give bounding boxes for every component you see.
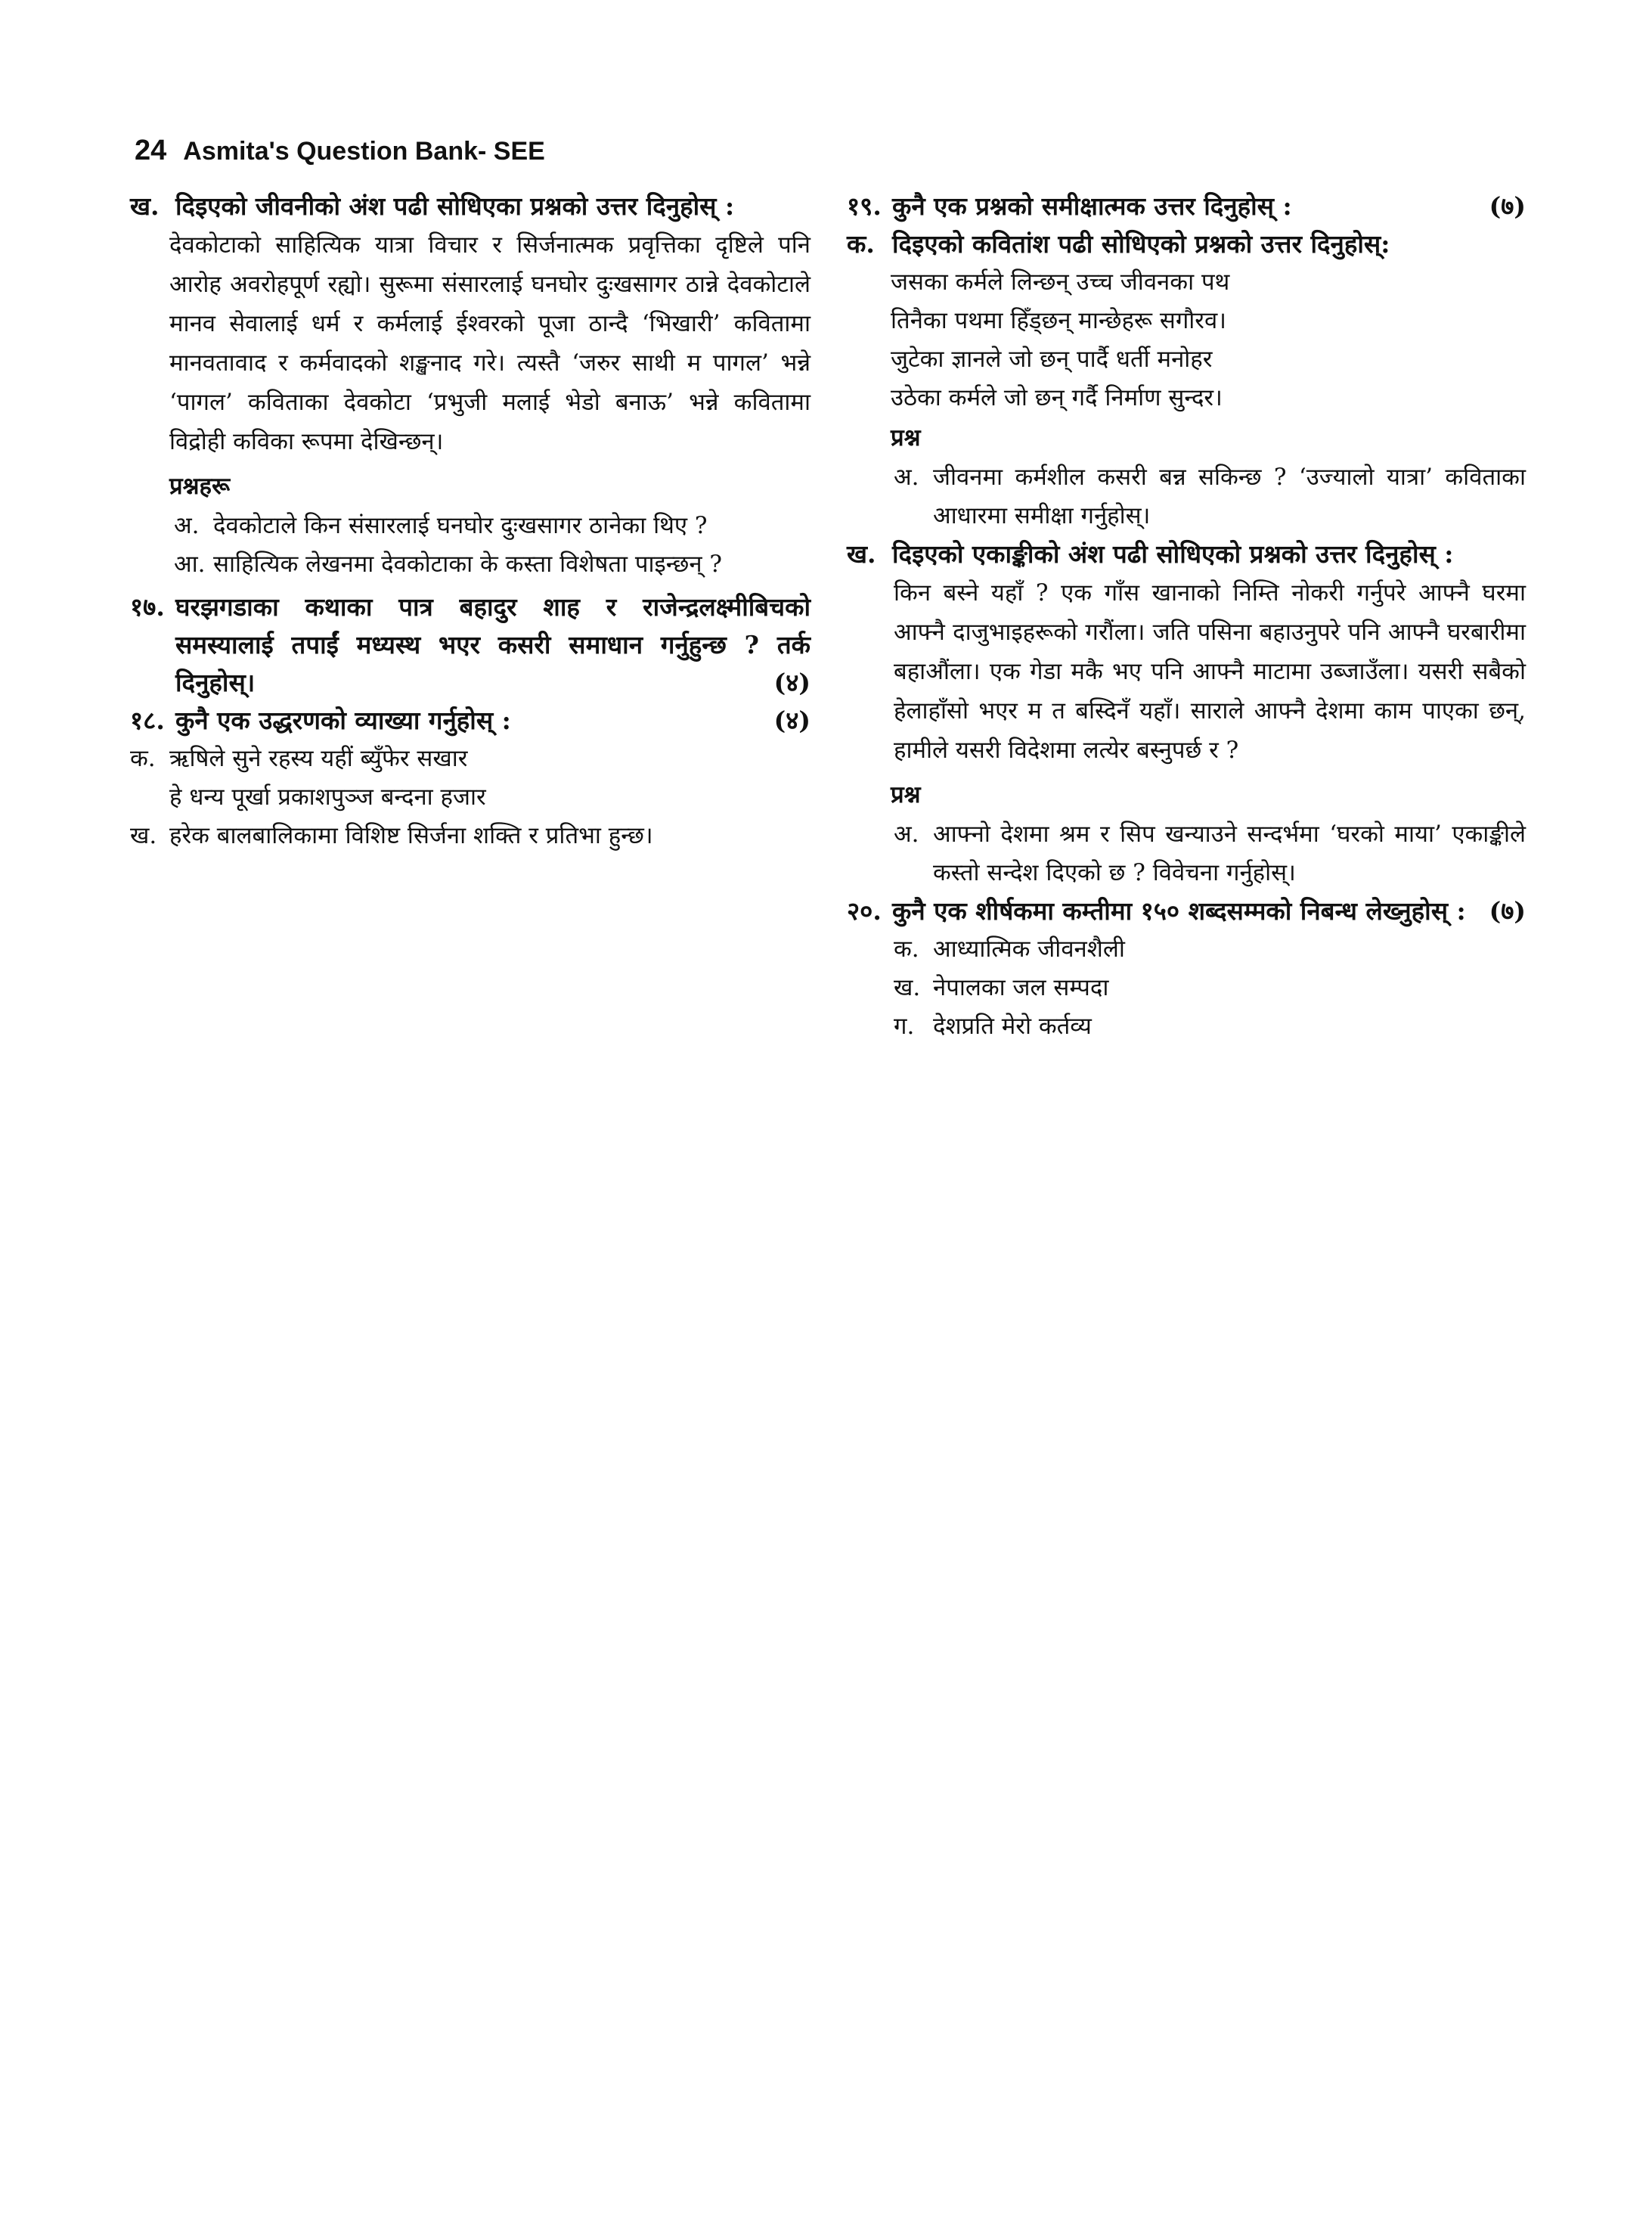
item-text: आध्यात्मिक जीवनशैली	[933, 935, 1125, 963]
question-kha-heading	[130, 188, 811, 225]
question-number: १८.	[130, 706, 165, 735]
item-text: ऋषिले सुने रहस्य यहीं ब्युँफेर सखार	[169, 745, 468, 772]
question-title: कुनै एक शीर्षकमा कम्तीमा १५० शब्दसम्मको निबन्ध लेख्नुहोस् :	[892, 896, 1466, 926]
item-label: ग.	[894, 1013, 915, 1040]
item-label: क.	[894, 935, 919, 963]
left-column	[130, 188, 811, 855]
question-subheading: प्रश्न	[891, 781, 921, 808]
item-text: हरेक बालबालिकामा विशिष्ट सिर्जना शक्ति र प्रतिभा हुन्छ।	[169, 822, 653, 849]
right-column	[847, 188, 1526, 1046]
drama-passage: किन बस्ने यहाँ ? एक गाँस खानाको निम्ति नोकरी गर्नुपरे आफ्नै घरमा आफ्नै दाजुभाइहरूको गरौंला। जति पसिना बहाउनुपरे पनि आफ्नै घरबारीमा बहाऔंला। एक गेडा मकै भए पनि आफ्नै माटामा उब्जाउँला। यसरी सबैको हेलाहाँसो भएर म त बस्दिनँ यहाँ। साराले आफ्नै देशमा काम पाएका छन्, हामीले यसरी विदेशमा लत्येर बस्नुपर्छ र ?	[894, 579, 1526, 764]
question-19-kha-heading	[847, 535, 1526, 573]
list-item	[847, 1007, 1526, 1046]
poem-line: जसका कर्मले लिन्छन् उच्च जीवनका पथ	[891, 268, 1230, 296]
question-19-ka-heading	[847, 225, 1526, 263]
item-text: देशप्रति मेरो कर्तव्य	[933, 1013, 1092, 1040]
list-item	[130, 740, 811, 778]
question-17	[130, 588, 811, 702]
poem-line: तिनैका पथमा हिँड्छन् मान्छेहरू सगौरव।	[891, 307, 1226, 334]
list-item	[130, 545, 811, 584]
sub-question-title: दिइएको कवितांश पढी सोधिएको प्रश्नको उत्तर दिनुहोस्:	[892, 229, 1390, 259]
sub-question-number: क.	[847, 229, 875, 259]
question-title: कुनै एक उद्धरणको व्याख्या गर्नुहोस् :	[175, 706, 511, 735]
item-text: देवकोटाले किन संसारलाई घनघोर दुःखसागर ठानेका थिए ?	[213, 512, 708, 539]
questions-subheading: प्रश्नहरू	[169, 473, 231, 500]
marks: (४)	[773, 668, 811, 697]
item-text: आफ्नो देशमा श्रम र सिप खन्याउने सन्दर्भमा ‘घरको माया’ एकाङ्कीले कस्तो सन्देश दिएको छ ? विवेचना गर्नुहोस्।	[933, 821, 1526, 886]
question-18-heading	[130, 702, 811, 740]
biography-passage: देवकोटाको साहित्यिक यात्रा विचार र सिर्जनात्मक प्रवृत्तिका दृष्टिले पनि आरोह अवरोहपूर्ण रह्यो। सुरूमा संसारलाई घनघोर दुःखसागर ठान्ने देवकोटाले मानव सेवालाई धर्म र कर्मलाई ईश्वरको पूजा ठान्दै ‘भिखारी’ कवितामा मानवतावाद र कर्मवादको शङ्खनाद गरे। त्यस्तै ‘जरुर साथी म पागल’ भन्ने ‘पागल’ कविताका देवकोटा ‘प्रभुजी मलाई भेडो बनाऊ’ भन्ने कवितामा विद्रोही कविका रूपमा देखिन्छन्।	[169, 231, 811, 455]
marks: (७)	[1489, 191, 1526, 221]
item-text-continued: हे धन्य पूर्खा प्रकाशपुञ्ज बन्दना हजार	[169, 783, 486, 811]
item-text: नेपालका जल सम्पदा	[933, 974, 1109, 1001]
list-item	[847, 969, 1526, 1007]
marks: (७)	[1489, 896, 1526, 926]
item-label: आ.	[174, 551, 206, 578]
item-label: अ.	[894, 464, 919, 491]
item-label: ख.	[894, 974, 921, 1001]
poem-line: जुटेका ज्ञानले जो छन् पार्दै धर्ती मनोहर	[891, 346, 1213, 373]
marks: (४)	[773, 706, 811, 735]
sub-question-number: ख.	[847, 539, 876, 569]
question-text: घरझगडाका कथाका पात्र बहादुर शाह र राजेन्द्रलक्ष्मीबिचको समस्यालाई तपाईं मध्यस्थ भएर कसरी समाधान गर्नुहुन्छ ? तर्क दिनुहोस्।	[175, 592, 811, 697]
question-number: ख.	[130, 191, 160, 221]
book-title: Asmita's Question Bank- SEE	[183, 137, 545, 166]
page-header	[135, 135, 545, 167]
question-number: १७.	[130, 592, 165, 622]
question-title: दिइएको जीवनीको अंश पढी सोधिएका प्रश्नको उत्तर दिनुहोस् :	[175, 191, 735, 221]
poem-line: उठेका कर्मले जो छन् गर्दै निर्माण सुन्दर।	[891, 384, 1223, 411]
item-text: साहित्यिक लेखनमा देवकोटाका के कस्ता विशेषता पाइन्छन् ?	[213, 551, 723, 578]
question-20-heading	[847, 892, 1526, 930]
item-label: अ.	[894, 821, 919, 848]
item-text: जीवनमा कर्मशील कसरी बन्न सकिन्छ ? ‘उज्यालो यात्रा’ कविताका आधारमा समीक्षा गर्नुहोस्।	[933, 464, 1526, 529]
question-19-heading	[847, 188, 1526, 225]
list-item	[130, 507, 811, 545]
question-number: २०.	[847, 896, 882, 926]
question-number: १९.	[847, 191, 882, 221]
list-item	[130, 817, 811, 855]
item-label: क.	[130, 745, 156, 772]
item-label: ख.	[130, 822, 157, 849]
page-number: 24	[135, 135, 167, 166]
question-subheading: प्रश्न	[891, 424, 921, 451]
list-item	[847, 815, 1526, 892]
list-item	[847, 930, 1526, 969]
item-label: अ.	[174, 512, 200, 539]
list-item	[847, 458, 1526, 535]
sub-question-title: दिइएको एकाङ्कीको अंश पढी सोधिएको प्रश्नको उत्तर दिनुहोस् :	[892, 539, 1454, 569]
question-title: कुनै एक प्रश्नको समीक्षात्मक उत्तर दिनुहोस् :	[892, 191, 1292, 221]
